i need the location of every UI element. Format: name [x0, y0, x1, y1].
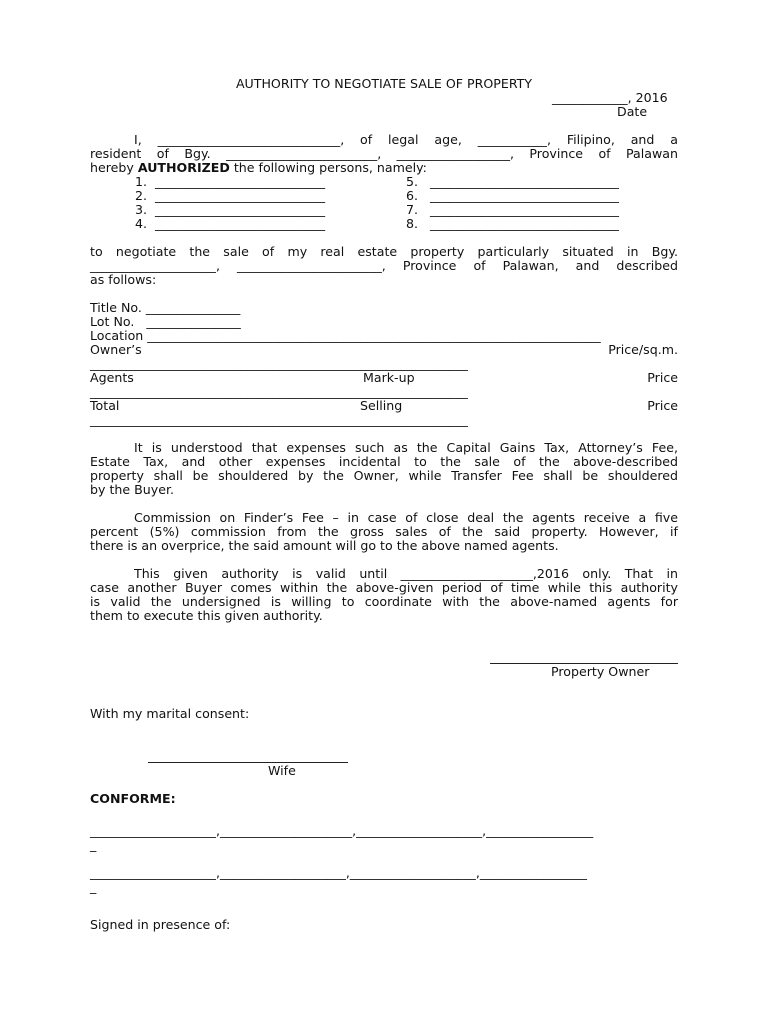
owners-price-row — [90, 343, 678, 357]
intro-line-2: resident of Bgy. ________________________, __________________, Province of Palawan — [90, 146, 678, 161]
total-price-label: Price — [647, 398, 678, 413]
person-8: 8. ______________________________ — [406, 216, 619, 231]
expenses-line-2: Estate Tax, and other expenses incidental to the sale of the above-described — [90, 454, 678, 469]
negotiate-line-3: as follows: — [90, 272, 157, 287]
date-label: Date — [617, 104, 648, 119]
total-underline: ____________________________________________________________ — [90, 412, 468, 427]
agents-label: Agents — [90, 370, 134, 385]
person-6: 6. ______________________________ — [406, 188, 619, 203]
conforme-wrap-2: _ — [90, 879, 97, 894]
signed-presence-label: Signed in presence of: — [90, 917, 231, 932]
lot-no-field: Lot No. _______________ — [90, 314, 241, 329]
property-owner-label: Property Owner — [551, 664, 650, 679]
agents-markup-row — [90, 371, 678, 385]
validity-line-2: case another Buyer comes within the above-given period of time while this authority — [90, 580, 678, 595]
validity-line-3: is valid the undersigned is willing to coordinate with the above-named agents for — [90, 594, 678, 609]
validity-line-4: them to execute this given authority. — [90, 608, 323, 623]
negotiate-line-1: to negotiate the sale of my real estate property particularly situated in Bgy. — [90, 244, 678, 259]
markup-label: Mark-up — [363, 370, 415, 385]
person-1: 1. ___________________________ — [135, 174, 326, 189]
person-2: 2. ___________________________ — [135, 188, 326, 203]
title-no-field: Title No. _______________ — [90, 300, 241, 315]
marital-consent-label: With my marital consent: — [90, 706, 250, 721]
document-title: AUTHORITY TO NEGOTIATE SALE OF PROPERTY — [235, 76, 533, 91]
wife-signature-line[interactable] — [148, 762, 348, 763]
intro-line-1: I, _____________________________, of legal age, ___________, Filipino, and a — [134, 132, 678, 147]
location-field: Location ________________________________________________________________________ — [90, 328, 601, 343]
commission-line-2: percent (5%) commission from the gross sales of the said property. However, if — [90, 524, 678, 539]
selling-label: Selling — [360, 398, 403, 413]
agents-price-label: Price — [647, 370, 678, 385]
conforme-wrap-1: _ — [90, 837, 97, 852]
person-4: 4. ___________________________ — [135, 216, 326, 231]
expenses-line-1: It is understood that expenses such as the Capital Gains Tax, Attorney’s Fee, — [134, 440, 678, 455]
expenses-line-3: property shall be shouldered by the Owner, while Transfer Fee shall be shouldered — [90, 468, 678, 483]
validity-line-1: This given authority is valid until _____________________,2016 only. That in — [134, 566, 678, 581]
negotiate-line-2: ____________________, _______________________, Province of Palawan, and described — [90, 258, 678, 273]
price-sqm-label: Price/sq.m. — [608, 342, 678, 357]
person-5: 5. ______________________________ — [406, 174, 619, 189]
commission-line-1: Commission on Finder’s Fee – in case of close deal the agents receive a five — [134, 510, 678, 525]
conforme-heading: CONFORME: — [90, 791, 176, 806]
person-7: 7. ______________________________ — [406, 202, 619, 217]
date-line: ____________, 2016 — [552, 90, 668, 105]
wife-label: Wife — [268, 763, 296, 778]
owners-label: Owner’s — [90, 342, 142, 357]
agents-underline: ____________________________________________________________ — [90, 384, 468, 399]
total-label: Total — [90, 398, 120, 413]
authorized-keyword: AUTHORIZED — [137, 160, 230, 175]
intro-line-3: hereby AUTHORIZED the following persons, namely: — [90, 160, 427, 175]
owners-underline: ____________________________________________________________ — [90, 356, 468, 371]
commission-line-3: there is an overprice, the said amount will go to the above named agents. — [90, 538, 559, 553]
total-selling-row — [90, 399, 678, 413]
conforme-signature-line-2[interactable]: ____________________,____________________,____________________,_________________ — [90, 865, 587, 880]
conforme-signature-line-1[interactable]: ____________________,_____________________,____________________,_________________ — [90, 823, 594, 838]
expenses-line-4: by the Buyer. — [90, 482, 174, 497]
person-3: 3. ___________________________ — [135, 202, 326, 217]
